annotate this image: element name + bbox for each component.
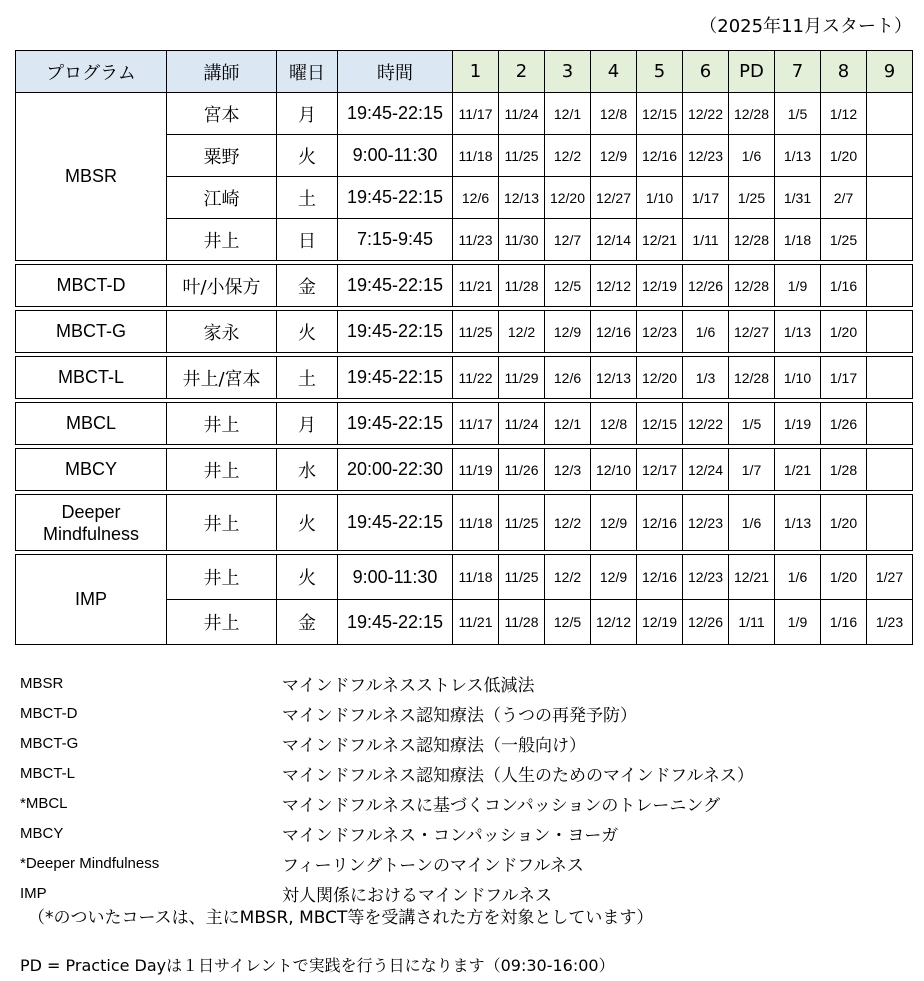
- session-date: 1/6: [683, 311, 729, 353]
- header-session: 2: [499, 51, 545, 93]
- legend-desc: フィーリングトーンのマインドフルネス: [282, 855, 584, 876]
- session-date: 12/5: [545, 600, 591, 645]
- schedule-row: [16, 495, 913, 551]
- legend-abbr: MBCT-G: [20, 734, 79, 752]
- legend-abbr: MBCT-L: [20, 764, 76, 782]
- teacher-name: 井上: [167, 449, 277, 491]
- legend-item: [20, 758, 754, 788]
- session-date: 1/13: [775, 495, 821, 551]
- session-date: 12/17: [637, 449, 683, 491]
- session-date: 12/10: [591, 449, 637, 491]
- session-date: 12/24: [683, 449, 729, 491]
- session-date: 1/6: [775, 555, 821, 600]
- legend-abbr: MBSR: [20, 674, 64, 692]
- schedule-row: [16, 265, 913, 307]
- legend-item: [20, 698, 754, 728]
- legend-abbr: *Deeper Mindfulness: [20, 854, 160, 872]
- program-name-line: Mindfulness: [42, 523, 140, 544]
- session-date: 1/19: [775, 403, 821, 445]
- session-date: 12/26: [683, 600, 729, 645]
- session-date: 1/3: [683, 357, 729, 399]
- schedule-table: [15, 50, 913, 645]
- session-date: 1/20: [821, 555, 867, 600]
- session-date: 11/28: [499, 600, 545, 645]
- session-date: 1/20: [821, 311, 867, 353]
- header-row: [16, 51, 913, 93]
- legend-desc: マインドフルネス認知療法（人生のためのマインドフルネス）: [282, 765, 754, 786]
- header-session: 7: [775, 51, 821, 93]
- session-date: 12/12: [591, 265, 637, 307]
- session-date: 11/18: [453, 555, 499, 600]
- header-session: 9: [867, 51, 913, 93]
- session-date: 1/6: [729, 495, 775, 551]
- session-date: 12/2: [545, 495, 591, 551]
- session-date: 1/31: [775, 177, 821, 219]
- session-date: 1/28: [821, 449, 867, 491]
- teacher-name: 家永: [167, 311, 277, 353]
- session-date: 11/25: [499, 495, 545, 551]
- session-date: 12/28: [729, 93, 775, 135]
- session-date: 1/7: [729, 449, 775, 491]
- program-name: MBSR: [16, 93, 167, 261]
- time-range: 19:45-22:15: [338, 357, 453, 399]
- weekday: 月: [277, 403, 338, 445]
- session-date: 12/6: [453, 177, 499, 219]
- session-date: 1/27: [867, 555, 913, 600]
- session-date: 12/19: [637, 600, 683, 645]
- header-session: 5: [637, 51, 683, 93]
- session-date: 12/22: [683, 93, 729, 135]
- time-range: 7:15-9:45: [338, 219, 453, 261]
- session-date: 11/23: [453, 219, 499, 261]
- session-date: 12/23: [683, 495, 729, 551]
- teacher-name: 井上: [167, 219, 277, 261]
- legend-desc: マインドフルネス認知療法（うつの再発予防）: [282, 705, 637, 726]
- session-date: 12/13: [591, 357, 637, 399]
- session-date: 12/23: [637, 311, 683, 353]
- session-date: 11/30: [499, 219, 545, 261]
- time-range: 19:45-22:15: [338, 403, 453, 445]
- header-session: 6: [683, 51, 729, 93]
- session-date: 12/20: [545, 177, 591, 219]
- schedule-row: [16, 357, 913, 399]
- session-date: 1/21: [775, 449, 821, 491]
- time-range: 19:45-22:15: [338, 177, 453, 219]
- teacher-name: 井上: [167, 600, 277, 645]
- weekday: 土: [277, 177, 338, 219]
- session-date: 12/7: [545, 219, 591, 261]
- session-date: 11/19: [453, 449, 499, 491]
- weekday: 火: [277, 311, 338, 353]
- session-date: 11/26: [499, 449, 545, 491]
- program-name: MBCT-D: [16, 265, 167, 307]
- session-date: 1/9: [775, 265, 821, 307]
- empty-cell: [867, 449, 913, 491]
- schedule-row: [16, 311, 913, 353]
- empty-cell: [867, 265, 913, 307]
- session-date: 11/28: [499, 265, 545, 307]
- session-date: 12/2: [545, 555, 591, 600]
- session-date: 1/13: [775, 135, 821, 177]
- session-date: 1/20: [821, 135, 867, 177]
- time-range: 20:00-22:30: [338, 449, 453, 491]
- session-date: 11/24: [499, 403, 545, 445]
- empty-cell: [867, 403, 913, 445]
- session-date: 11/25: [499, 135, 545, 177]
- legend-item: [20, 818, 754, 848]
- session-date: 11/21: [453, 600, 499, 645]
- schedule-row: [16, 403, 913, 445]
- legend-desc: 対人関係におけるマインドフルネス: [282, 885, 552, 906]
- session-date: 12/28: [729, 357, 775, 399]
- session-date: 11/22: [453, 357, 499, 399]
- program-name: MBCL: [16, 403, 167, 445]
- session-date: 11/25: [453, 311, 499, 353]
- time-range: 9:00-11:30: [338, 135, 453, 177]
- schedule-row: [16, 555, 913, 600]
- session-date: 11/29: [499, 357, 545, 399]
- empty-cell: [867, 177, 913, 219]
- session-date: 1/9: [775, 600, 821, 645]
- session-date: 12/14: [591, 219, 637, 261]
- session-date: 12/2: [545, 135, 591, 177]
- session-date: 12/2: [499, 311, 545, 353]
- session-date: 12/27: [729, 311, 775, 353]
- empty-cell: [867, 93, 913, 135]
- legend-abbr: *MBCL: [20, 794, 68, 812]
- session-date: 12/21: [637, 219, 683, 261]
- session-date: 1/16: [821, 600, 867, 645]
- header-teacher: 講師: [167, 51, 277, 93]
- program-name: MBCT-G: [16, 311, 167, 353]
- session-date: 11/17: [453, 403, 499, 445]
- legend-item: [20, 848, 754, 878]
- session-date: 1/20: [821, 495, 867, 551]
- session-date: 12/3: [545, 449, 591, 491]
- legend-item: [20, 728, 754, 758]
- session-date: 12/16: [637, 135, 683, 177]
- program-name: IMP: [16, 555, 167, 645]
- legend-desc: マインドフルネス・コンパッション・ヨーガ: [282, 825, 619, 846]
- empty-cell: [867, 219, 913, 261]
- weekday: 火: [277, 495, 338, 551]
- header-time: 時間: [338, 51, 453, 93]
- session-date: 1/26: [821, 403, 867, 445]
- schedule-row: [16, 93, 913, 135]
- session-date: 1/13: [775, 311, 821, 353]
- session-date: 12/15: [637, 403, 683, 445]
- weekday: 土: [277, 357, 338, 399]
- empty-cell: [867, 357, 913, 399]
- teacher-name: 叶/小保方: [167, 265, 277, 307]
- session-date: 12/26: [683, 265, 729, 307]
- time-range: 19:45-22:15: [338, 600, 453, 645]
- session-date: 1/10: [775, 357, 821, 399]
- schedule-row: [16, 449, 913, 491]
- session-date: 1/17: [821, 357, 867, 399]
- session-date: 12/16: [591, 311, 637, 353]
- weekday: 金: [277, 600, 338, 645]
- session-date: 11/25: [499, 555, 545, 600]
- session-date: 1/17: [683, 177, 729, 219]
- session-date: 12/1: [545, 403, 591, 445]
- session-date: 11/18: [453, 495, 499, 551]
- session-date: 1/25: [729, 177, 775, 219]
- time-range: 19:45-22:15: [338, 495, 453, 551]
- weekday: 火: [277, 135, 338, 177]
- header-day: 曜日: [277, 51, 338, 93]
- weekday: 火: [277, 555, 338, 600]
- legend-item: [20, 668, 754, 698]
- empty-cell: [867, 311, 913, 353]
- teacher-name: 井上: [167, 555, 277, 600]
- session-date: 1/5: [729, 403, 775, 445]
- program-name-line: Deeper: [61, 501, 121, 522]
- header-session: 1: [453, 51, 499, 93]
- session-date: 12/8: [591, 93, 637, 135]
- program-legend: [20, 668, 754, 908]
- session-date: 1/5: [775, 93, 821, 135]
- session-date: 1/10: [637, 177, 683, 219]
- session-date: 12/9: [591, 135, 637, 177]
- header-session: 8: [821, 51, 867, 93]
- weekday: 金: [277, 265, 338, 307]
- session-date: 12/5: [545, 265, 591, 307]
- session-date: 1/16: [821, 265, 867, 307]
- session-date: 12/21: [729, 555, 775, 600]
- legend-desc: マインドフルネスストレス低減法: [282, 675, 535, 696]
- session-date: 11/21: [453, 265, 499, 307]
- session-date: 12/9: [591, 495, 637, 551]
- session-date: 11/24: [499, 93, 545, 135]
- time-range: 9:00-11:30: [338, 555, 453, 600]
- teacher-name: 井上/宮本: [167, 357, 277, 399]
- legend-abbr: MBCT-D: [20, 704, 78, 722]
- session-date: 1/6: [729, 135, 775, 177]
- empty-cell: [867, 495, 913, 551]
- session-date: 12/13: [499, 177, 545, 219]
- session-date: 12/1: [545, 93, 591, 135]
- empty-cell: [867, 135, 913, 177]
- program-name: MBCT-L: [16, 357, 167, 399]
- session-date: 1/11: [729, 600, 775, 645]
- header-program: プログラム: [16, 51, 167, 93]
- session-date: 12/22: [683, 403, 729, 445]
- header-session: 4: [591, 51, 637, 93]
- program-name: [16, 495, 167, 551]
- session-date: 12/27: [591, 177, 637, 219]
- session-date: 12/19: [637, 265, 683, 307]
- session-date: 12/20: [637, 357, 683, 399]
- session-date: 12/12: [591, 600, 637, 645]
- legend-abbr: IMP: [20, 884, 47, 902]
- session-date: 12/23: [683, 555, 729, 600]
- session-date: 12/6: [545, 357, 591, 399]
- session-date: 12/28: [729, 219, 775, 261]
- header-session: 3: [545, 51, 591, 93]
- session-date: 12/9: [591, 555, 637, 600]
- session-date: 12/15: [637, 93, 683, 135]
- session-date: 11/17: [453, 93, 499, 135]
- session-date: 12/23: [683, 135, 729, 177]
- practice-day-note: PD = Practice Dayは１日サイレントで実践を行う日になります（09:30-16:00）: [20, 956, 615, 975]
- time-range: 19:45-22:15: [338, 93, 453, 135]
- session-date: 1/23: [867, 600, 913, 645]
- teacher-name: 井上: [167, 495, 277, 551]
- program-name: MBCY: [16, 449, 167, 491]
- session-date: 1/25: [821, 219, 867, 261]
- start-month-note: （2025年11月スタート）: [699, 16, 912, 37]
- session-date: 1/18: [775, 219, 821, 261]
- teacher-name: 江崎: [167, 177, 277, 219]
- session-date: 11/18: [453, 135, 499, 177]
- teacher-name: 井上: [167, 403, 277, 445]
- teacher-name: 粟野: [167, 135, 277, 177]
- session-date: 12/9: [545, 311, 591, 353]
- time-range: 19:45-22:15: [338, 311, 453, 353]
- session-date: 12/16: [637, 555, 683, 600]
- session-date: 12/8: [591, 403, 637, 445]
- header-session-pd: PD: [729, 51, 775, 93]
- session-date: 12/28: [729, 265, 775, 307]
- time-range: 19:45-22:15: [338, 265, 453, 307]
- session-date: 2/7: [821, 177, 867, 219]
- legend-item: [20, 788, 754, 818]
- legend-desc: マインドフルネス認知療法（一般向け）: [282, 735, 586, 756]
- legend-abbr: MBCY: [20, 824, 64, 842]
- session-date: 12/16: [637, 495, 683, 551]
- advanced-course-note: （*のついたコースは、主にMBSR, MBCT等を受講された方を対象としています）: [28, 908, 654, 928]
- weekday: 日: [277, 219, 338, 261]
- weekday: 水: [277, 449, 338, 491]
- session-date: 1/12: [821, 93, 867, 135]
- teacher-name: 宮本: [167, 93, 277, 135]
- weekday: 月: [277, 93, 338, 135]
- session-date: 1/11: [683, 219, 729, 261]
- legend-desc: マインドフルネスに基づくコンパッションのトレーニング: [282, 795, 721, 816]
